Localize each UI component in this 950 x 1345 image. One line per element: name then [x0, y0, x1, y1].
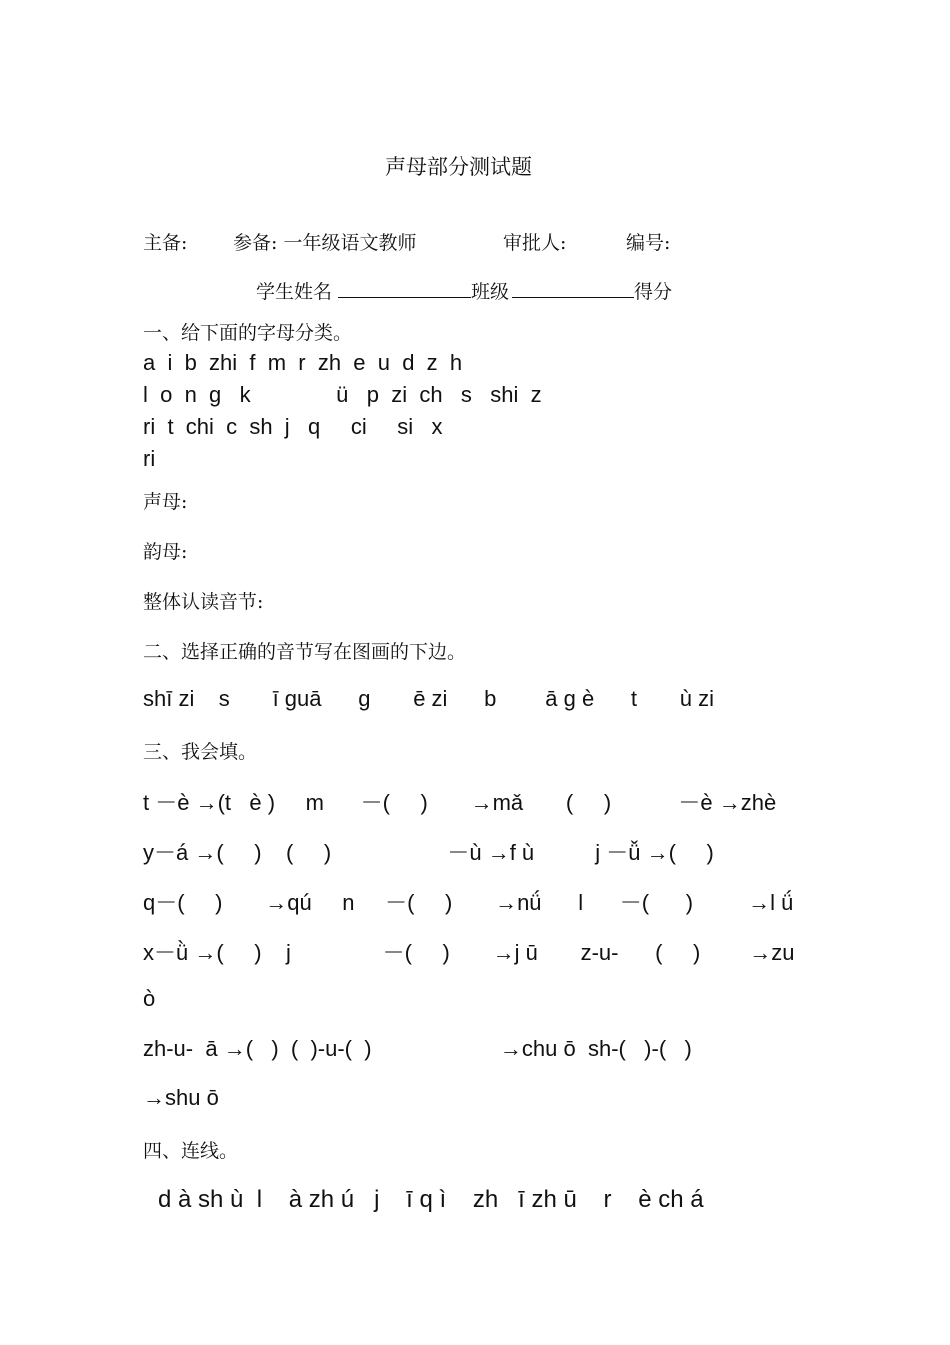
letters-line-4: ri	[143, 446, 156, 471]
letters-line-2: l o n g k ü p zi ch s shi z	[143, 382, 542, 407]
fill-line-2: y－á →( ) ( ) －ù →f ù j －ǚ →( )	[143, 840, 714, 865]
header-bianhao: 编号:	[626, 232, 671, 254]
answer-label-yunmu: 韵母:	[143, 541, 188, 563]
header-canbei: 参备: 一年级语文教师	[233, 232, 417, 254]
student-name-blank[interactable]	[338, 279, 471, 298]
answer-label-shengmu: 声母:	[143, 491, 188, 513]
fill-line-4: x－ǜ →( ) j －( ) →j ū z-u- ( ) →zu	[143, 940, 795, 965]
header-shenpi: 审批人:	[503, 232, 567, 254]
letters-line-1: a i b zhi f m r zh e u d z h	[143, 350, 463, 375]
page-title: 声母部分测试题	[385, 155, 532, 179]
header-zhubei: 主备:	[143, 232, 188, 254]
section1-heading: 一、给下面的字母分类。	[143, 322, 353, 344]
fill-line-5: ò	[143, 986, 156, 1011]
answer-label-zhengti: 整体认读音节:	[143, 591, 264, 613]
student-name-label: 学生姓名	[256, 281, 333, 303]
section2-syllables: shī zi s ī guā g ē zi b ā g è t ù zi	[143, 686, 714, 711]
class-label: 班级	[471, 281, 510, 303]
class-blank[interactable]	[512, 279, 634, 298]
fill-line-7: →shu ō	[143, 1085, 219, 1110]
fill-line-3: q－( ) →qú n －( ) →nǘ l －( ) →l ǘ	[143, 890, 794, 915]
fill-line-6: zh-u- ā →( ) ( )-u-( ) →chu ō sh-( )-( )	[143, 1036, 692, 1061]
fill-line-1: t －è →(t è ) m －( ) →mǎ ( ) －è →zhè	[143, 790, 777, 815]
section2-heading: 二、选择正确的音节写在图画的下边。	[143, 641, 467, 663]
section4-syllables: d à sh ù l à zh ú j ī q ì zh ī zh ū r è ch á	[158, 1186, 704, 1213]
section3-heading: 三、我会填。	[143, 741, 258, 763]
score-label: 得分	[634, 281, 673, 303]
section4-heading: 四、连线。	[143, 1140, 239, 1162]
student-info-row	[256, 277, 672, 304]
letters-line-3: ri t chi c sh j q ci si x	[143, 414, 443, 439]
